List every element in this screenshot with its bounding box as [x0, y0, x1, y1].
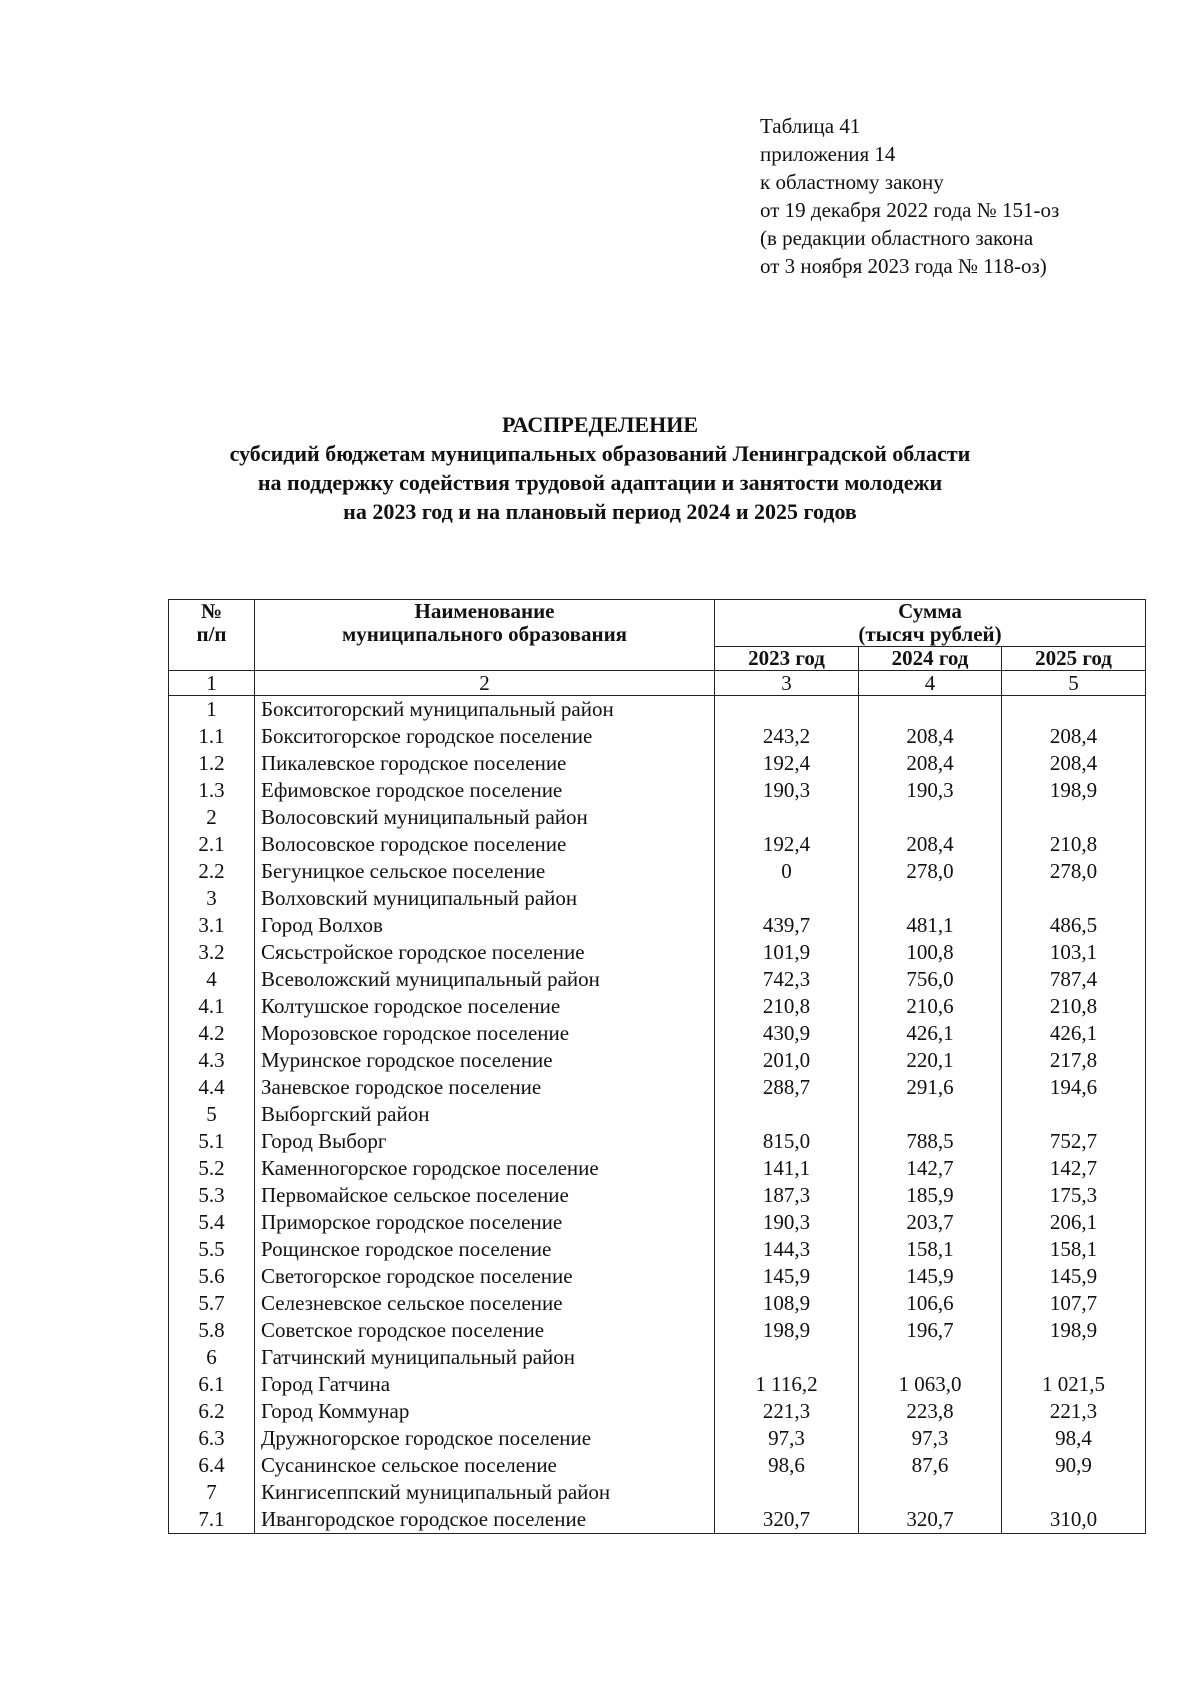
table-row	[169, 1344, 1146, 1371]
row-value-2023	[715, 885, 859, 912]
row-value-2024: 756,0	[859, 966, 1002, 993]
row-value-2023: 0	[715, 858, 859, 885]
table-row	[169, 1506, 1146, 1534]
row-value-2023	[715, 1101, 859, 1128]
row-value-2024: 426,1	[859, 1020, 1002, 1047]
row-value-2025: 426,1	[1002, 1020, 1146, 1047]
table-row	[169, 1020, 1146, 1047]
row-municipality-name: Бокситогорское городское поселение	[255, 723, 715, 750]
row-number: 4.3	[169, 1047, 255, 1074]
row-value-2025: 278,0	[1002, 858, 1146, 885]
row-value-2025: 210,8	[1002, 993, 1146, 1020]
row-municipality-name: Волховский муниципальный район	[255, 885, 715, 912]
table-row	[169, 1317, 1146, 1344]
table-row	[169, 1209, 1146, 1236]
row-value-2023: 243,2	[715, 723, 859, 750]
row-value-2023: 742,3	[715, 966, 859, 993]
row-value-2023: 430,9	[715, 1020, 859, 1047]
row-value-2024: 185,9	[859, 1182, 1002, 1209]
row-value-2023: 815,0	[715, 1128, 859, 1155]
table-row	[169, 912, 1146, 939]
table-row	[169, 1182, 1146, 1209]
row-number: 4.1	[169, 993, 255, 1020]
row-value-2024: 1 063,0	[859, 1371, 1002, 1398]
row-number: 5.5	[169, 1236, 255, 1263]
row-value-2023: 201,0	[715, 1047, 859, 1074]
row-value-2025: 175,3	[1002, 1182, 1146, 1209]
table-row	[169, 1479, 1146, 1506]
reference-line: Таблица 41	[760, 114, 861, 138]
row-value-2024	[859, 804, 1002, 831]
row-value-2024: 208,4	[859, 831, 1002, 858]
row-value-2024: 481,1	[859, 912, 1002, 939]
row-value-2023: 144,3	[715, 1236, 859, 1263]
row-value-2024: 190,3	[859, 777, 1002, 804]
row-value-2024: 208,4	[859, 750, 1002, 777]
table-row	[169, 1398, 1146, 1425]
row-value-2025: 752,7	[1002, 1128, 1146, 1155]
table-row	[169, 1263, 1146, 1290]
row-number: 5.1	[169, 1128, 255, 1155]
row-value-2024: 97,3	[859, 1425, 1002, 1452]
row-number: 5.7	[169, 1290, 255, 1317]
row-value-2024	[859, 885, 1002, 912]
row-number: 7	[169, 1479, 255, 1506]
row-value-2023: 190,3	[715, 1209, 859, 1236]
title-line: на поддержку содействия трудовой адаптации и занятости молодежи	[257, 470, 943, 495]
row-value-2025: 90,9	[1002, 1452, 1146, 1479]
row-value-2025	[1002, 1344, 1146, 1371]
row-value-2024: 320,7	[859, 1506, 1002, 1534]
row-municipality-name: Кингисеппский муниципальный район	[255, 1479, 715, 1506]
row-number: 5.3	[169, 1182, 255, 1209]
row-municipality-name: Сусанинское сельское поселение	[255, 1452, 715, 1479]
table-row	[169, 1155, 1146, 1182]
row-number: 4.2	[169, 1020, 255, 1047]
row-value-2024: 210,6	[859, 993, 1002, 1020]
row-value-2023: 97,3	[715, 1425, 859, 1452]
row-municipality-name: Приморское городское поселение	[255, 1209, 715, 1236]
row-value-2023: 108,9	[715, 1290, 859, 1317]
row-number: 4.4	[169, 1074, 255, 1101]
table-row	[169, 1047, 1146, 1074]
row-number: 4	[169, 966, 255, 993]
row-number: 1.2	[169, 750, 255, 777]
table-row	[169, 966, 1146, 993]
reference-line: (в редакции областного закона	[760, 226, 1034, 250]
row-municipality-name: Первомайское сельское поселение	[255, 1182, 715, 1209]
row-value-2023: 187,3	[715, 1182, 859, 1209]
row-municipality-name: Селезневское сельское поселение	[255, 1290, 715, 1317]
row-number: 6.3	[169, 1425, 255, 1452]
table-row	[169, 1101, 1146, 1128]
row-value-2025	[1002, 1479, 1146, 1506]
row-municipality-name: Рощинское городское поселение	[255, 1236, 715, 1263]
row-value-2024: 278,0	[859, 858, 1002, 885]
row-value-2023: 288,7	[715, 1074, 859, 1101]
table-row	[169, 885, 1146, 912]
row-value-2025: 198,9	[1002, 1317, 1146, 1344]
row-number: 5.6	[169, 1263, 255, 1290]
row-number: 3.1	[169, 912, 255, 939]
row-municipality-name: Город Коммунар	[255, 1398, 715, 1425]
row-number: 6.1	[169, 1371, 255, 1398]
row-value-2025	[1002, 804, 1146, 831]
distribution-table	[168, 599, 1146, 1534]
row-municipality-name: Пикалевское городское поселение	[255, 750, 715, 777]
row-value-2025: 98,4	[1002, 1425, 1146, 1452]
row-number: 6	[169, 1344, 255, 1371]
row-number: 1	[169, 696, 255, 724]
row-value-2024: 203,7	[859, 1209, 1002, 1236]
reference-line: от 3 ноября 2023 года № 118-оз)	[760, 254, 1047, 278]
row-value-2024: 158,1	[859, 1236, 1002, 1263]
row-value-2024: 106,6	[859, 1290, 1002, 1317]
row-value-2023: 145,9	[715, 1263, 859, 1290]
row-value-2023: 192,4	[715, 750, 859, 777]
row-value-2023: 192,4	[715, 831, 859, 858]
row-value-2024: 208,4	[859, 723, 1002, 750]
document-title	[0, 410, 1200, 526]
row-value-2023: 210,8	[715, 993, 859, 1020]
row-number: 1.3	[169, 777, 255, 804]
column-index: 1	[169, 671, 255, 696]
column-index: 5	[1002, 671, 1146, 696]
column-index: 4	[859, 671, 1002, 696]
row-value-2023	[715, 1344, 859, 1371]
row-value-2024: 145,9	[859, 1263, 1002, 1290]
row-value-2025: 787,4	[1002, 966, 1146, 993]
row-value-2023	[715, 804, 859, 831]
row-value-2024: 100,8	[859, 939, 1002, 966]
column-index: 3	[715, 671, 859, 696]
row-municipality-name: Гатчинский муниципальный район	[255, 1344, 715, 1371]
row-value-2024: 196,7	[859, 1317, 1002, 1344]
row-municipality-name: Дружногорское городское поселение	[255, 1425, 715, 1452]
row-value-2023	[715, 1479, 859, 1506]
table-row	[169, 696, 1146, 724]
row-value-2025: 142,7	[1002, 1155, 1146, 1182]
header-sum: Сумма (тысяч рублей)	[715, 600, 1146, 647]
table-row	[169, 1371, 1146, 1398]
row-municipality-name: Бокситогорский муниципальный район	[255, 696, 715, 724]
reference-line: от 19 декабря 2022 года № 151-оз	[760, 198, 1060, 222]
row-value-2023: 1 116,2	[715, 1371, 859, 1398]
row-value-2025	[1002, 885, 1146, 912]
table-row	[169, 777, 1146, 804]
row-value-2023: 439,7	[715, 912, 859, 939]
header-year-2024: 2024 год	[859, 647, 1002, 671]
row-value-2025: 1 021,5	[1002, 1371, 1146, 1398]
row-municipality-name: Волосовское городское поселение	[255, 831, 715, 858]
row-value-2025: 103,1	[1002, 939, 1146, 966]
row-number: 2	[169, 804, 255, 831]
row-municipality-name: Ивангородское городское поселение	[255, 1506, 715, 1534]
row-value-2025: 198,9	[1002, 777, 1146, 804]
row-number: 1.1	[169, 723, 255, 750]
row-value-2025: 217,8	[1002, 1047, 1146, 1074]
table-reference-block	[760, 112, 1059, 280]
row-municipality-name: Заневское городское поселение	[255, 1074, 715, 1101]
row-value-2025: 210,8	[1002, 831, 1146, 858]
row-value-2025: 486,5	[1002, 912, 1146, 939]
row-value-2024: 788,5	[859, 1128, 1002, 1155]
row-municipality-name: Колтушское городское поселение	[255, 993, 715, 1020]
row-value-2024: 220,1	[859, 1047, 1002, 1074]
row-value-2023: 98,6	[715, 1452, 859, 1479]
header-number: № п/п	[169, 600, 255, 671]
row-value-2025: 208,4	[1002, 750, 1146, 777]
table-row	[169, 750, 1146, 777]
row-value-2023: 221,3	[715, 1398, 859, 1425]
row-value-2024	[859, 1479, 1002, 1506]
row-value-2025: 310,0	[1002, 1506, 1146, 1534]
row-value-2023: 190,3	[715, 777, 859, 804]
row-number: 3	[169, 885, 255, 912]
table-row	[169, 1290, 1146, 1317]
table-row	[169, 831, 1146, 858]
row-municipality-name: Выборгский район	[255, 1101, 715, 1128]
row-value-2025: 145,9	[1002, 1263, 1146, 1290]
row-value-2023: 198,9	[715, 1317, 859, 1344]
row-number: 5.4	[169, 1209, 255, 1236]
table-row	[169, 1452, 1146, 1479]
row-value-2024: 142,7	[859, 1155, 1002, 1182]
row-municipality-name: Каменногорское городское поселение	[255, 1155, 715, 1182]
row-municipality-name: Всеволожский муниципальный район	[255, 966, 715, 993]
row-value-2025: 208,4	[1002, 723, 1146, 750]
row-value-2025: 194,6	[1002, 1074, 1146, 1101]
title-line: на 2023 год и на плановый период 2024 и 2025 годов	[343, 499, 857, 524]
header-year-2023: 2023 год	[715, 647, 859, 671]
row-number: 2.2	[169, 858, 255, 885]
row-municipality-name: Бегуницкое сельское поселение	[255, 858, 715, 885]
row-value-2025	[1002, 1101, 1146, 1128]
reference-line: приложения 14	[760, 142, 896, 166]
row-municipality-name: Советское городское поселение	[255, 1317, 715, 1344]
row-value-2023: 320,7	[715, 1506, 859, 1534]
row-municipality-name: Морозовское городское поселение	[255, 1020, 715, 1047]
row-value-2025: 221,3	[1002, 1398, 1146, 1425]
table-row	[169, 1074, 1146, 1101]
table-row	[169, 858, 1146, 885]
header-year-2025: 2025 год	[1002, 647, 1146, 671]
header-municipality-name: Наименование муниципального образования	[255, 600, 715, 671]
table-row	[169, 723, 1146, 750]
row-municipality-name: Муринское городское поселение	[255, 1047, 715, 1074]
row-value-2024	[859, 696, 1002, 724]
row-number: 5	[169, 1101, 255, 1128]
title-line: РАСПРЕДЕЛЕНИЕ	[501, 412, 698, 437]
row-value-2024	[859, 1101, 1002, 1128]
row-number: 6.2	[169, 1398, 255, 1425]
row-value-2024	[859, 1344, 1002, 1371]
table-row	[169, 1425, 1146, 1452]
row-value-2023: 141,1	[715, 1155, 859, 1182]
row-value-2024: 223,8	[859, 1398, 1002, 1425]
row-value-2025	[1002, 696, 1146, 724]
table-row	[169, 1128, 1146, 1155]
row-municipality-name: Волосовский муниципальный район	[255, 804, 715, 831]
row-municipality-name: Город Гатчина	[255, 1371, 715, 1398]
row-value-2024: 291,6	[859, 1074, 1002, 1101]
row-number: 5.8	[169, 1317, 255, 1344]
row-municipality-name: Город Выборг	[255, 1128, 715, 1155]
row-municipality-name: Город Волхов	[255, 912, 715, 939]
row-number: 7.1	[169, 1506, 255, 1534]
table-body	[169, 696, 1146, 1534]
reference-line: к областному закону	[760, 170, 944, 194]
row-number: 5.2	[169, 1155, 255, 1182]
row-municipality-name: Сясьстройское городское поселение	[255, 939, 715, 966]
title-line: субсидий бюджетам муниципальных образований Ленинградской области	[229, 441, 971, 466]
row-number: 3.2	[169, 939, 255, 966]
table-row	[169, 1236, 1146, 1263]
table-row	[169, 804, 1146, 831]
row-municipality-name: Светогорское городское поселение	[255, 1263, 715, 1290]
column-index: 2	[255, 671, 715, 696]
row-value-2025: 206,1	[1002, 1209, 1146, 1236]
row-number: 2.1	[169, 831, 255, 858]
row-value-2025: 107,7	[1002, 1290, 1146, 1317]
row-value-2025: 158,1	[1002, 1236, 1146, 1263]
table-row	[169, 939, 1146, 966]
row-value-2024: 87,6	[859, 1452, 1002, 1479]
table-row	[169, 993, 1146, 1020]
row-number: 6.4	[169, 1452, 255, 1479]
row-value-2023: 101,9	[715, 939, 859, 966]
row-value-2023	[715, 696, 859, 724]
row-municipality-name: Ефимовское городское поселение	[255, 777, 715, 804]
